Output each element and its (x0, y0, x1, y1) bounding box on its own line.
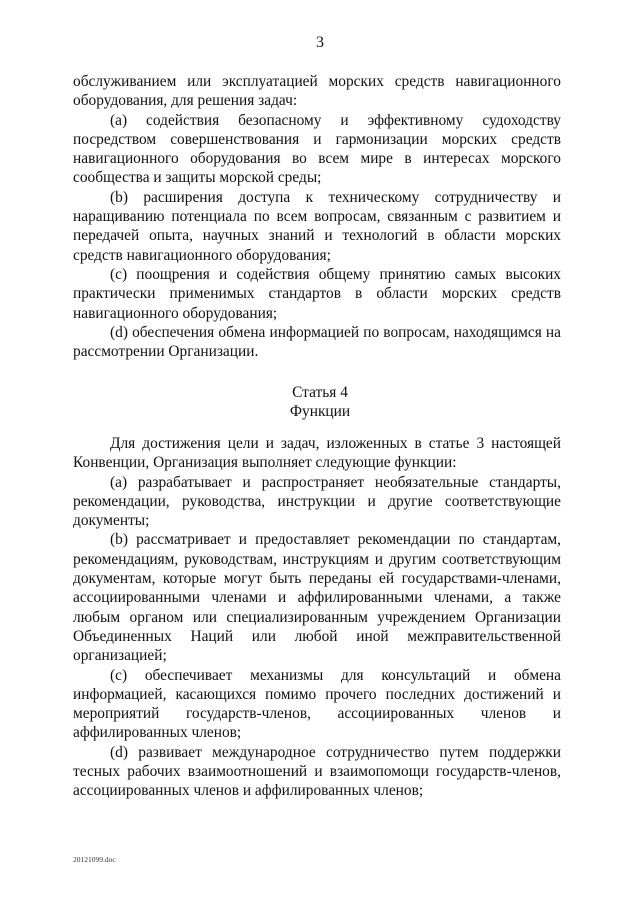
article-title: Функции (289, 403, 351, 421)
item-b: (b) расширения доступа к техническому сотрудничеству и наращиванию потенциала по всем вопросам, связанным с развитием и передачей опыта, научных знаний и технологий в области морских средств навигационного оборудования; (73, 188, 561, 264)
page-number: 3 (316, 34, 324, 51)
article-heading (0, 383, 640, 422)
article-intro: Для достижения цели и задач, изложенных в статье 3 настоящей Конвенции, Организация выполняет следующие функции: (73, 435, 561, 472)
item-a: (a) содействия безопасному и эффективному судоходству посредством совершенствования и гармонизации морских средств навигационного оборудования во всем мире в интересах морского сообщества и защиты морской среды; (73, 111, 561, 187)
item-d: (d) обеспечения обмена информацией по вопросам, находящимся на рассмотрении Организации. (73, 323, 561, 361)
function-a: (a) разрабатывает и распространяет необязательные стандарты, рекомендации, руководства, инструкции и другие соответствующие документы; (73, 473, 561, 530)
article-3-continuation (73, 72, 561, 361)
function-d: (d) развивает международное сотрудничество путем поддержки тесных рабочих взаимоотношений и взаимопомощи государств-членов, ассоциированных членов и аффилированных членов; (73, 743, 561, 800)
item-c: (c) поощрения и содействия общему принятию самых высоких практически применимых стандартов в области морских средств навигационного оборудования; (73, 265, 561, 322)
article-number: Статья 4 (292, 384, 348, 401)
function-c: (c) обеспечивает механизмы для консультаций и обмена информацией, касающихся помимо прочего последних достижений и мероприятий государств-членов, ассоциированных членов и аффилированных членов; (73, 666, 561, 742)
article-4-body (73, 434, 561, 801)
paragraph-continuation: обслуживанием или эксплуатацией морских средств навигационного оборудования, для решения задач: (73, 73, 561, 110)
file-name-footer: 20121099.doc (73, 855, 116, 864)
function-b: (b) рассматривает и предоставляет рекомендации по стандартам, рекомендациям, руководствам, инструкциям и другим соответствующим документам, которые могут быть переданы ей государствами-членами, ассоциированными членами и аффилированными членами, а также любым органом или специализированным учреждением Организации Объединенных Наций или любой иной межправительственной организацией; (73, 531, 561, 665)
